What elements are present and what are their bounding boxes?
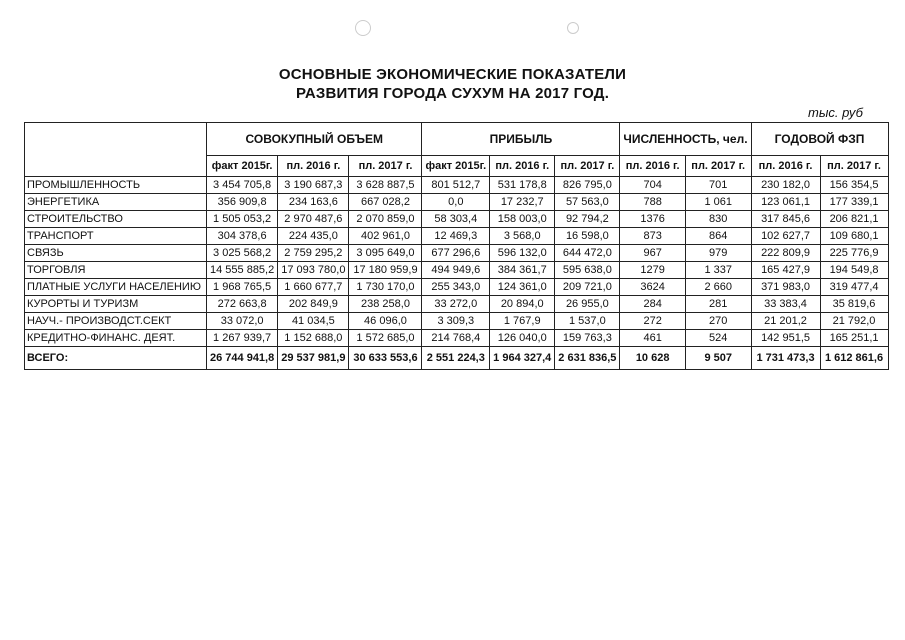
- value-cell: 222 809,9: [751, 245, 820, 262]
- value-cell: 384 361,7: [490, 262, 555, 279]
- value-cell: 1 968 765,5: [207, 279, 278, 296]
- value-cell: 21 201,2: [751, 313, 820, 330]
- value-cell: 1 572 685,0: [349, 330, 422, 347]
- value-cell: 494 949,6: [422, 262, 490, 279]
- value-cell: 158 003,0: [490, 211, 555, 228]
- group-header: ГОДОВОЙ ФЗП: [751, 123, 888, 156]
- table-row: [25, 313, 889, 330]
- value-cell: 202 849,9: [278, 296, 349, 313]
- column-header: пл. 2017 г.: [555, 156, 620, 177]
- table-row: [25, 194, 889, 211]
- value-cell: 209 721,0: [555, 279, 620, 296]
- value-cell: 123 061,1: [751, 194, 820, 211]
- value-cell: 33 272,0: [422, 296, 490, 313]
- value-cell: 21 792,0: [820, 313, 888, 330]
- value-cell: 1 612 861,6: [820, 347, 888, 370]
- value-cell: 1 731 473,3: [751, 347, 820, 370]
- value-cell: 644 472,0: [555, 245, 620, 262]
- value-cell: 165 251,1: [820, 330, 888, 347]
- value-cell: 356 909,8: [207, 194, 278, 211]
- row-label: СВЯЗЬ: [25, 245, 207, 262]
- value-cell: 109 680,1: [820, 228, 888, 245]
- value-cell: 830: [685, 211, 751, 228]
- economic-indicators-table: [24, 122, 889, 370]
- value-cell: 595 638,0: [555, 262, 620, 279]
- table-row: [25, 177, 889, 194]
- column-header: пл. 2017 г.: [685, 156, 751, 177]
- value-cell: 1 061: [685, 194, 751, 211]
- value-cell: 402 961,0: [349, 228, 422, 245]
- value-cell: 159 763,3: [555, 330, 620, 347]
- group-header: ЧИСЛЕННОСТЬ, чел.: [620, 123, 751, 156]
- value-cell: 2 631 836,5: [555, 347, 620, 370]
- page-title-line1: ОСНОВНЫЕ ЭКОНОМИЧЕСКИЕ ПОКАЗАТЕЛИ: [278, 66, 627, 83]
- row-label: ТРАНСПОРТ: [25, 228, 207, 245]
- value-cell: 238 258,0: [349, 296, 422, 313]
- value-cell: 58 303,4: [422, 211, 490, 228]
- value-cell: 2 759 295,2: [278, 245, 349, 262]
- value-cell: 826 795,0: [555, 177, 620, 194]
- value-cell: 371 983,0: [751, 279, 820, 296]
- value-cell: 3 095 649,0: [349, 245, 422, 262]
- value-cell: 1 660 677,7: [278, 279, 349, 296]
- value-cell: 206 821,1: [820, 211, 888, 228]
- value-cell: 17 180 959,9: [349, 262, 422, 279]
- row-label: ПЛАТНЫЕ УСЛУГИ НАСЕЛЕНИЮ: [25, 279, 207, 296]
- table-row: [25, 262, 889, 279]
- column-header: пл. 2016 г.: [751, 156, 820, 177]
- value-cell: 194 549,8: [820, 262, 888, 279]
- column-header: пл. 2017 г.: [349, 156, 422, 177]
- row-label: СТРОИТЕЛЬСТВО: [25, 211, 207, 228]
- value-cell: 3 454 705,8: [207, 177, 278, 194]
- value-cell: 3 025 568,2: [207, 245, 278, 262]
- value-cell: 801 512,7: [422, 177, 490, 194]
- value-cell: 10 628: [620, 347, 685, 370]
- row-label: КРЕДИТНО-ФИНАНС. ДЕЯТ.: [25, 330, 207, 347]
- value-cell: 16 598,0: [555, 228, 620, 245]
- value-cell: 2 070 859,0: [349, 211, 422, 228]
- units-label: тыс. руб: [807, 105, 863, 120]
- table-row: [25, 228, 889, 245]
- column-header: пл. 2016 г.: [620, 156, 685, 177]
- value-cell: 177 339,1: [820, 194, 888, 211]
- column-header: пл. 2016 г.: [278, 156, 349, 177]
- total-label: ВСЕГО:: [25, 347, 207, 370]
- value-cell: 230 182,0: [751, 177, 820, 194]
- value-cell: 667 028,2: [349, 194, 422, 211]
- value-cell: 1 505 053,2: [207, 211, 278, 228]
- column-header: пл. 2016 г.: [490, 156, 555, 177]
- value-cell: 1376: [620, 211, 685, 228]
- value-cell: 531 178,8: [490, 177, 555, 194]
- value-cell: 12 469,3: [422, 228, 490, 245]
- value-cell: 92 794,2: [555, 211, 620, 228]
- value-cell: 272 663,8: [207, 296, 278, 313]
- value-cell: 41 034,5: [278, 313, 349, 330]
- value-cell: 46 096,0: [349, 313, 422, 330]
- value-cell: 1 964 327,4: [490, 347, 555, 370]
- value-cell: 1279: [620, 262, 685, 279]
- scan-mark: [355, 20, 371, 36]
- value-cell: 14 555 885,2: [207, 262, 278, 279]
- page-title-line2: РАЗВИТИЯ ГОРОДА СУХУМ НА 2017 ГОД.: [295, 85, 610, 102]
- value-cell: 864: [685, 228, 751, 245]
- value-cell: 35 819,6: [820, 296, 888, 313]
- row-label: ПРОМЫШЛЕННОСТЬ: [25, 177, 207, 194]
- value-cell: 0,0: [422, 194, 490, 211]
- value-cell: 272: [620, 313, 685, 330]
- value-cell: 284: [620, 296, 685, 313]
- value-cell: 17 093 780,0: [278, 262, 349, 279]
- value-cell: 26 955,0: [555, 296, 620, 313]
- value-cell: 281: [685, 296, 751, 313]
- value-cell: 3 628 887,5: [349, 177, 422, 194]
- value-cell: 1 730 170,0: [349, 279, 422, 296]
- table-row: [25, 245, 889, 262]
- value-cell: 1 267 939,7: [207, 330, 278, 347]
- value-cell: 317 845,6: [751, 211, 820, 228]
- value-cell: 1 767,9: [490, 313, 555, 330]
- value-cell: 319 477,4: [820, 279, 888, 296]
- column-header: пл. 2017 г.: [820, 156, 888, 177]
- value-cell: 873: [620, 228, 685, 245]
- value-cell: 156 354,5: [820, 177, 888, 194]
- value-cell: 524: [685, 330, 751, 347]
- total-row: [25, 347, 889, 370]
- corner-cell: [25, 123, 207, 177]
- column-header: факт 2015г.: [207, 156, 278, 177]
- column-header: факт 2015г.: [422, 156, 490, 177]
- value-cell: 165 427,9: [751, 262, 820, 279]
- value-cell: 3 309,3: [422, 313, 490, 330]
- row-label: ЭНЕРГЕТИКА: [25, 194, 207, 211]
- value-cell: 2 551 224,3: [422, 347, 490, 370]
- value-cell: 3624: [620, 279, 685, 296]
- value-cell: 29 537 981,9: [278, 347, 349, 370]
- value-cell: 20 894,0: [490, 296, 555, 313]
- value-cell: 270: [685, 313, 751, 330]
- value-cell: 142 951,5: [751, 330, 820, 347]
- value-cell: 224 435,0: [278, 228, 349, 245]
- value-cell: 461: [620, 330, 685, 347]
- value-cell: 9 507: [685, 347, 751, 370]
- table-row: [25, 330, 889, 347]
- value-cell: 677 296,6: [422, 245, 490, 262]
- group-header: ПРИБЫЛЬ: [422, 123, 620, 156]
- value-cell: 33 072,0: [207, 313, 278, 330]
- value-cell: 124 361,0: [490, 279, 555, 296]
- group-header: СОВОКУПНЫЙ ОБЪЕМ: [207, 123, 422, 156]
- value-cell: 234 163,6: [278, 194, 349, 211]
- value-cell: 788: [620, 194, 685, 211]
- value-cell: 3 190 687,3: [278, 177, 349, 194]
- value-cell: 2 660: [685, 279, 751, 296]
- row-label: НАУЧ.- ПРОИЗВОДСТ.СЕКТ: [25, 313, 207, 330]
- value-cell: 1 152 688,0: [278, 330, 349, 347]
- table-row: [25, 296, 889, 313]
- value-cell: 214 768,4: [422, 330, 490, 347]
- value-cell: 26 744 941,8: [207, 347, 278, 370]
- value-cell: 704: [620, 177, 685, 194]
- value-cell: 1 537,0: [555, 313, 620, 330]
- value-cell: 17 232,7: [490, 194, 555, 211]
- value-cell: 2 970 487,6: [278, 211, 349, 228]
- value-cell: 33 383,4: [751, 296, 820, 313]
- group-header-row: [25, 123, 889, 156]
- value-cell: 304 378,6: [207, 228, 278, 245]
- value-cell: 1 337: [685, 262, 751, 279]
- value-cell: 126 040,0: [490, 330, 555, 347]
- value-cell: 30 633 553,6: [349, 347, 422, 370]
- table-row: [25, 211, 889, 228]
- value-cell: 701: [685, 177, 751, 194]
- value-cell: 57 563,0: [555, 194, 620, 211]
- value-cell: 967: [620, 245, 685, 262]
- row-label: КУРОРТЫ И ТУРИЗМ: [25, 296, 207, 313]
- value-cell: 3 568,0: [490, 228, 555, 245]
- value-cell: 225 776,9: [820, 245, 888, 262]
- value-cell: 596 132,0: [490, 245, 555, 262]
- scan-mark: [567, 22, 579, 34]
- value-cell: 102 627,7: [751, 228, 820, 245]
- value-cell: 255 343,0: [422, 279, 490, 296]
- value-cell: 979: [685, 245, 751, 262]
- row-label: ТОРГОВЛЯ: [25, 262, 207, 279]
- table-row: [25, 279, 889, 296]
